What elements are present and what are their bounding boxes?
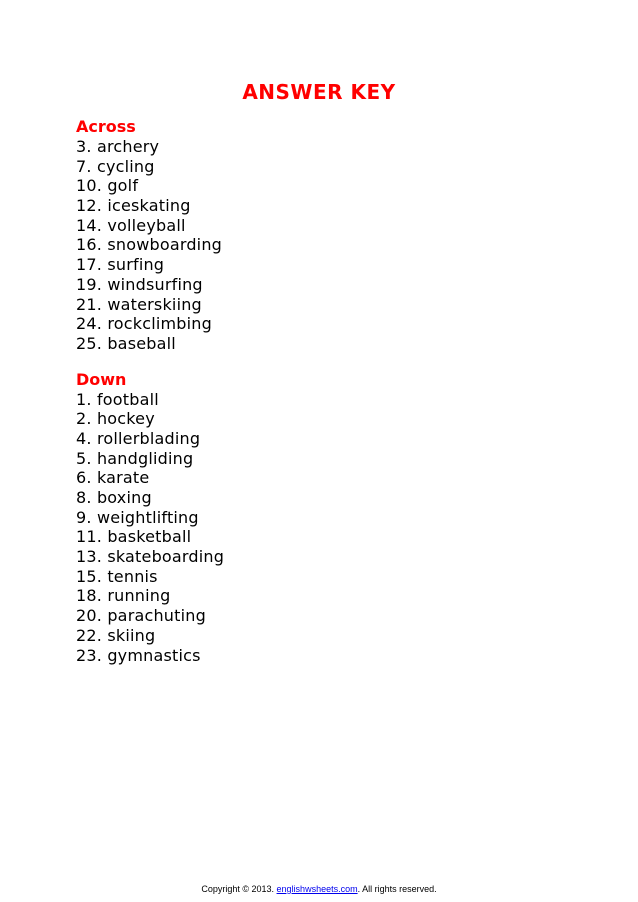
down-answer-item: 6. karate <box>76 468 150 488</box>
answer-key-content <box>76 117 436 665</box>
across-answer-item: 14. volleyball <box>76 215 186 235</box>
across-answer-item: 7. cycling <box>76 156 155 176</box>
copyright-footer <box>0 883 638 895</box>
page-title: ANSWER KEY <box>242 80 396 104</box>
across-answer-item: 25. baseball <box>76 333 176 353</box>
down-answer-item: 4. rollerblading <box>76 428 201 448</box>
across-answer-item: 24. rockclimbing <box>76 314 212 334</box>
across-answer-item: 21. waterskiing <box>76 294 202 314</box>
down-answer-item: 8. boxing <box>76 488 152 507</box>
website-link[interactable]: englishwsheets.com <box>276 884 358 894</box>
across-answer-item: 17. surfing <box>76 255 165 275</box>
down-answer-item: 9. weightlifting <box>76 507 199 527</box>
down-heading: Down <box>76 369 127 389</box>
down-answer-item: 11. basketball <box>76 527 192 547</box>
section-spacer <box>76 354 436 370</box>
down-answer-list <box>76 390 436 666</box>
across-answer-item: 12. iceskating <box>76 196 191 216</box>
down-answer-item: 22. skiing <box>76 625 156 645</box>
copyright-prefix: Copyright © 2013. <box>201 884 277 894</box>
down-answer-item: 15. tennis <box>76 566 158 586</box>
down-answer-item: 18. running <box>76 586 171 606</box>
across-answer-item: 3. archery <box>76 137 160 156</box>
across-answer-item: 16. snowboarding <box>76 235 223 255</box>
across-answer-list <box>76 137 436 354</box>
down-answer-item: 2. hockey <box>76 409 155 429</box>
across-answer-item: 19. windsurfing <box>76 274 203 294</box>
down-answer-item: 13. skateboarding <box>76 547 225 567</box>
across-answer-item: 10. golf <box>76 176 139 196</box>
across-heading: Across <box>76 117 136 136</box>
down-answer-item: 23. gymnastics <box>76 645 201 665</box>
down-answer-item: 1. football <box>76 389 159 409</box>
down-answer-item: 20. parachuting <box>76 606 206 626</box>
down-answer-item: 5. handgliding <box>76 448 194 468</box>
copyright-suffix: . All rights reserved. <box>357 884 437 894</box>
